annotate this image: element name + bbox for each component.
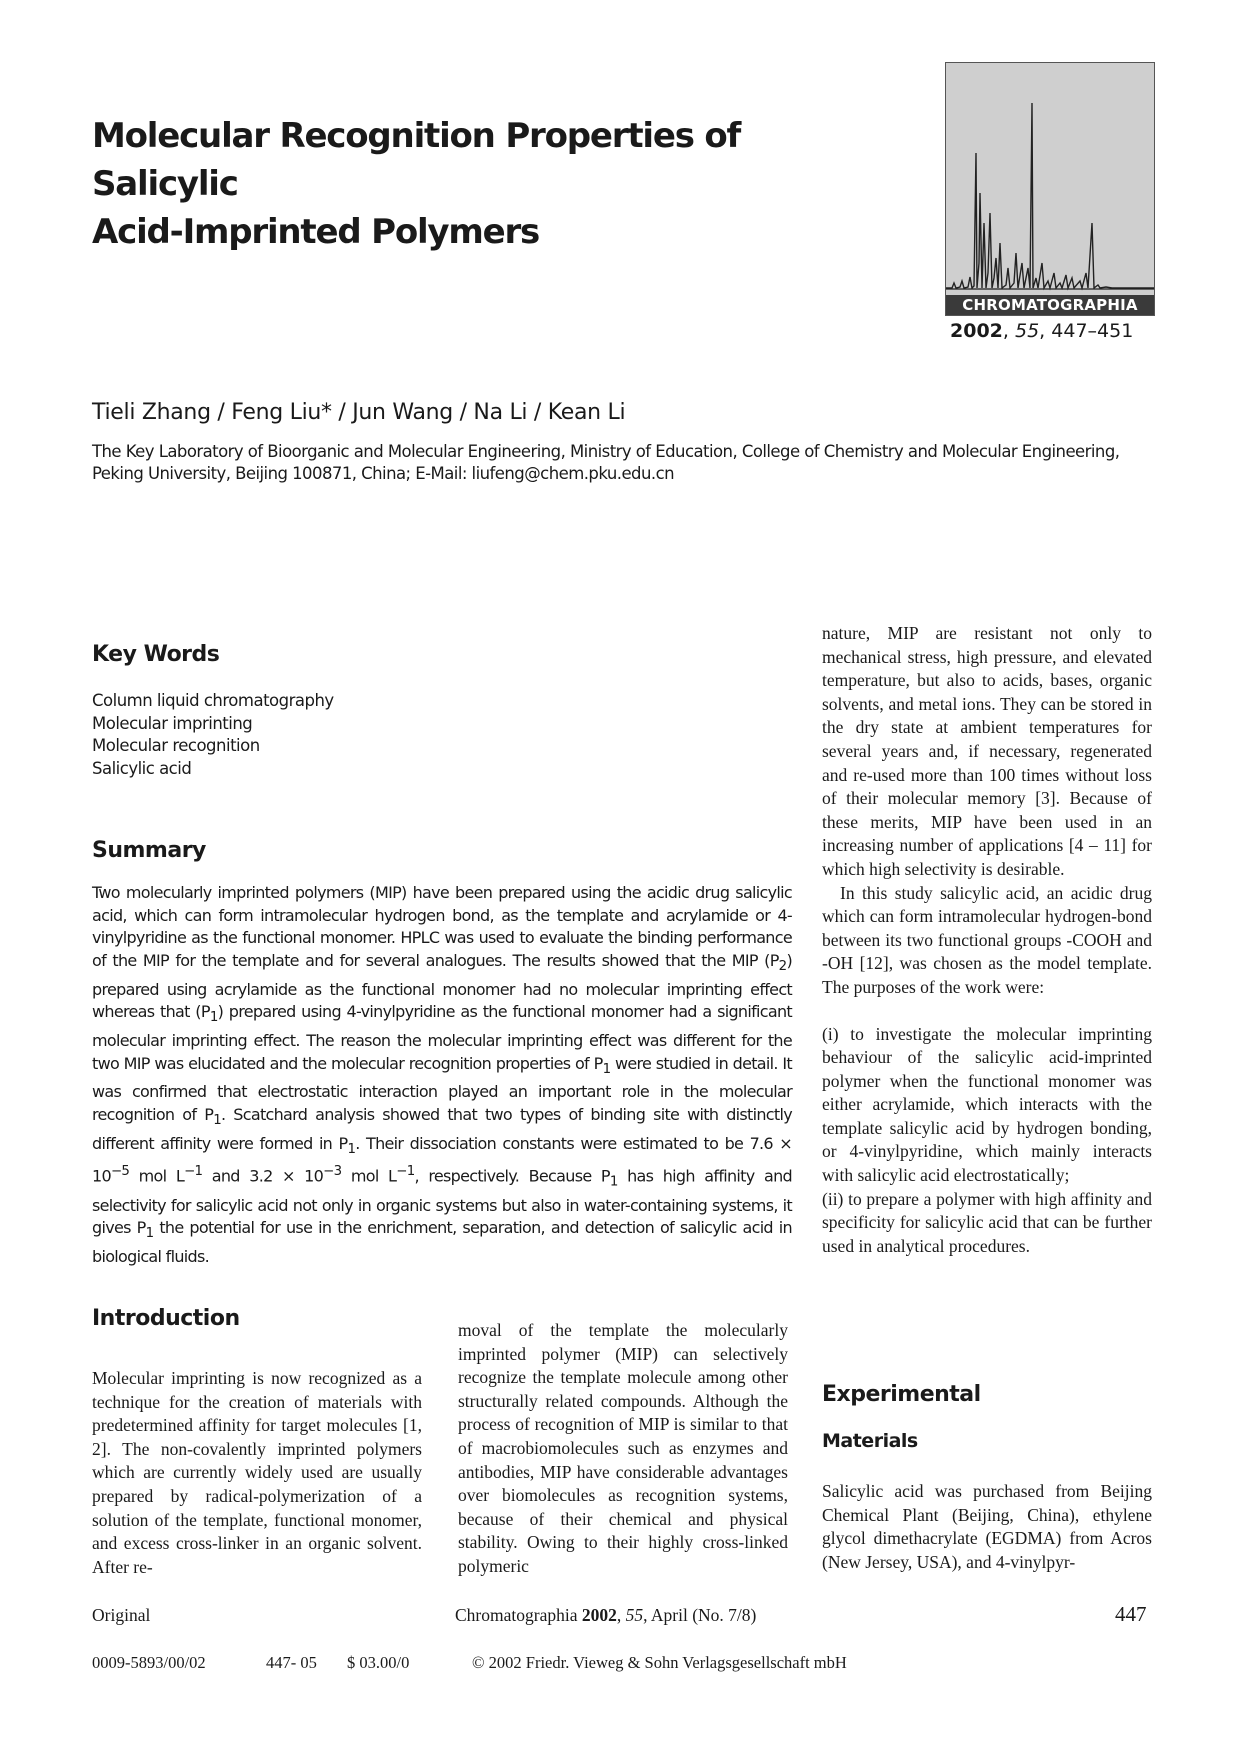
keyword-item: Molecular recognition: [92, 736, 260, 755]
journal-citation: Chromatographia 2002, 55, April (No. 7/8): [455, 1605, 757, 1625]
article-type: Original: [92, 1605, 151, 1625]
citation-year: 2002: [950, 320, 1003, 342]
experimental-heading: Experimental: [822, 1382, 981, 1407]
copyright: © 2002 Friedr. Vieweg & Sohn Verlagsgesellschaft mbH: [472, 1653, 847, 1672]
article-title: [92, 112, 852, 256]
journal-logo: [945, 62, 1155, 316]
affiliation-line-1: The Key Laboratory of Bioorganic and Molecular Engineering, Ministry of Education, College of Chemistry and Molecular Engineering,: [92, 442, 1120, 461]
chromatogram-logo-graphic: [946, 63, 1154, 295]
summary-text: Two molecularly imprinted polymers (MIP) have been prepared using the acidic drug salicylic acid, which can form intramolecular hydrogen bond, as the template and acrylamide or 4-vinylpyridine as the functional monomer. HPLC was used to evaluate the binding performance of the MIP for the template and for several analogues. The results showed that the MIP $(P_2)$ prepared using acrylamide as the functional monomer had no molecular imprinting effect whereas that $(P_1)$ prepared using 4-vinylpyridine as the functional monomer had a significant molecular imprinting effect. The reason the molecular imprinting effect was different for the two MIP was elucidated and the molecular recognition properties of $P_1$ were studied in detail. It was confirmed that electrostatic interaction played an important role in the molecular recognition of $P_1$. Scatchard analysis showed that two types of binding site with distinctly different affinity were formed in $P_1$. Their dissociation constants were estimated to be $7.6 \times 10^{-5}$ mol $L^{-1}$ and $3.2 \times 10^{-3}$ mol $L^{-1}$, respectively. Because $P_1$ has high affinity and selectivity for salicylic acid not only in organic systems but also in water-containing systems, it gives $P_1$ the potential for use in the enrichment, separation, and detection of salicylic acid in biological fluids.: [92, 883, 793, 1266]
materials-paragraph: Salicylic acid was purchased from Beijing Chemical Plant (Beijing, China), ethylene glycol dimethacrylate (EGDMA) from Acros (New Jersey, USA), and 4-vinylpyr-: [822, 1481, 1152, 1572]
page-code: 447- 05: [266, 1653, 317, 1672]
article-title-line-1: Molecular Recognition Properties of Salicylic: [92, 116, 741, 204]
keyword-item: Column liquid chromatography: [92, 691, 334, 710]
affiliation-line-2: Peking University, Beijing 100871, China; E-Mail: liufeng@chem.pku.edu.cn: [92, 464, 675, 483]
summary-heading: Summary: [92, 838, 206, 863]
author-list: Tieli Zhang / Feng Liu* / Jun Wang / Na Li / Kean Li: [92, 400, 626, 425]
citation-line: 2002, 55, 447–451: [950, 320, 1134, 342]
introduction-column-3: [822, 622, 1152, 1258]
journal-logo-text: CHROMATOGRAPHIA: [946, 295, 1154, 315]
keywords-list: [92, 690, 334, 780]
introduction-column-2: [458, 1319, 788, 1579]
introduction-heading: Introduction: [92, 1306, 240, 1331]
introduction-paragraph: moval of the template the molecularly imprinted polymer (MIP) can selectively recognize the template molecule among other structurally related compounds. Although the process of recognition of MIP is similar to that of macrobiomolecules such as enzymes and antibodies, MIP have considerable advantages over biomolecules as recognition systems, because of their chemical and physical stability. Owing to their highly cross-linked polymeric: [458, 1320, 788, 1576]
citation-volume: 55: [1014, 320, 1040, 342]
keyword-item: Molecular imprinting: [92, 713, 253, 733]
introduction-column-1: [92, 1367, 422, 1579]
issn: 0009-5893/00/02: [92, 1653, 206, 1672]
affiliation: [92, 441, 1152, 485]
price: $ 03.00/0: [347, 1653, 410, 1672]
page-number: 447: [1115, 1602, 1147, 1626]
citation-pages: 447–451: [1051, 320, 1134, 342]
introduction-paragraph: Molecular imprinting is now recognized as a technique for the creation of materials with predetermined affinity for target molecules [1, 2]. The non-covalently imprinted polymers which are currently widely used are usually prepared by radical-polymerization of a solution of the template, functional monomer, and excess cross-linker in an organic solvent. After re-: [92, 1368, 422, 1577]
keywords-heading: Key Words: [92, 642, 220, 667]
introduction-paragraph: In this study salicylic acid, an acidic drug which can form intramolecular hydrogen-bond between its two functional groups -COOH and -OH [12], was chosen as the model template. The purposes of the work were:: [822, 882, 1152, 997]
aims-item-2: (ii) to prepare a polymer with high affinity and specificity for salicylic acid that can be further used in analytical procedures.: [822, 1188, 1152, 1256]
materials-subheading: Materials: [822, 1430, 918, 1452]
aims-item-1: (i) to investigate the molecular imprinting behaviour of the salicylic acid-imprinted polymer when the functional monomer was either acrylamide, which interacts with the template salicylic acid by hydrogen bonding, or 4-vinylpyridine, which mainly interacts with salicylic acid electrostatically;: [822, 1023, 1152, 1186]
article-title-line-2: Acid-Imprinted Polymers: [92, 212, 540, 252]
introduction-paragraph: nature, MIP are resistant not only to mechanical stress, high pressure, and elevated temperature, but also to acids, bases, organic solvents, and metal ions. They can be stored in the dry state at ambient temperatures for several years and, if necessary, regenerated and re-used more than 100 times without loss of their molecular memory [3]. Because of these merits, MIP have been used in an increasing number of applications [4 – 11] for which high selectivity is desirable.: [822, 623, 1152, 879]
keyword-item: Salicylic acid: [92, 758, 192, 778]
materials-column: [822, 1480, 1152, 1574]
